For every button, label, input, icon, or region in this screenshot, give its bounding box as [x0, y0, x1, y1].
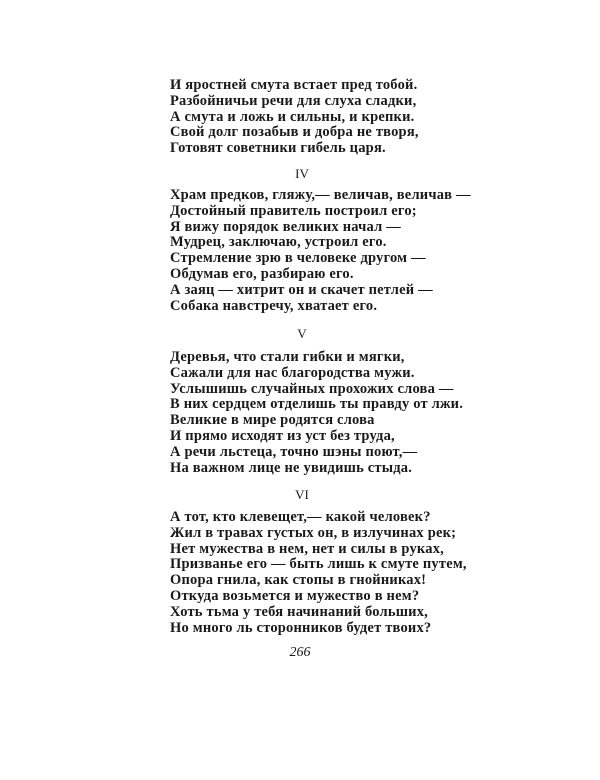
verse-line: Достойный правитель построил его; — [170, 202, 417, 219]
verse-line: Сажали для нас благородства мужи. — [170, 364, 415, 381]
verse-line: Свой долг позабыв и добра не творя, — [170, 124, 419, 141]
page-number: 266 — [289, 645, 311, 660]
verse-line: Обдумав его, разбираю его. — [170, 265, 354, 282]
section-number-vi: VI — [295, 487, 309, 502]
verse-line: А тот, кто клевещет,— какой человек? — [170, 509, 431, 525]
verse-line: Храм предков, гляжу,— величав, величав — — [170, 187, 471, 203]
stanza-vi — [170, 510, 470, 636]
verse-line: Хоть тьма у тебя начинаний больших, — [170, 603, 428, 620]
verse-line: А речи льстеца, точно шэны поют,— — [170, 443, 418, 460]
verse-line: Великие в мире родятся слова — [170, 412, 375, 429]
verse-line: Но много ль сторонников будет твоих? — [170, 619, 432, 636]
verse-line: Нет мужества в нем, нет и силы в руках, — [170, 540, 444, 557]
verse-line: Готовят советники гибель царя. — [170, 140, 386, 157]
verse-line: А заяц — хитрит он и скачет петлей — — [170, 281, 433, 298]
verse-line: Мудрец, заключаю, устроил его. — [170, 234, 387, 251]
section-number-v: V — [297, 326, 307, 341]
verse-line: На важном лице не увидишь стыда. — [170, 459, 413, 476]
verse-line: И яростней смута встает пред тобой. — [170, 77, 418, 93]
verse-line: Жил в травах густых он, в излучинах рек; — [170, 524, 457, 541]
stanza-v — [170, 350, 470, 476]
verse-line: Опора гнила, как стопы в гнойниках! — [170, 572, 427, 589]
verse-line: И прямо исходят из уст без труда, — [170, 427, 395, 444]
verse-line: Я вижу порядок великих начал — — [170, 218, 401, 235]
verse-line: Призванье его — быть лишь к смуте путем, — [170, 556, 467, 573]
verse-line: Разбойничьи речи для слуха сладки, — [170, 92, 417, 109]
verse-line: Деревья, что стали гибки и мягки, — [170, 349, 405, 365]
stanza-iv — [170, 188, 470, 314]
verse-line: Услышишь случайных прохожих слова — — [170, 380, 454, 397]
section-number-iv: IV — [295, 166, 309, 181]
verse-line: Откуда возьмется и мужество в нем? — [170, 587, 420, 604]
verse-line: Стремление зрю в человеке другом — — [170, 250, 426, 267]
verse-line: А смута и ложь и сильны, и крепки. — [170, 108, 415, 125]
verse-line: В них сердцем отделишь ты правду от лжи. — [170, 396, 464, 413]
stanza-continuation — [170, 78, 470, 157]
verse-line: Собака навстречу, хватает его. — [170, 297, 378, 314]
